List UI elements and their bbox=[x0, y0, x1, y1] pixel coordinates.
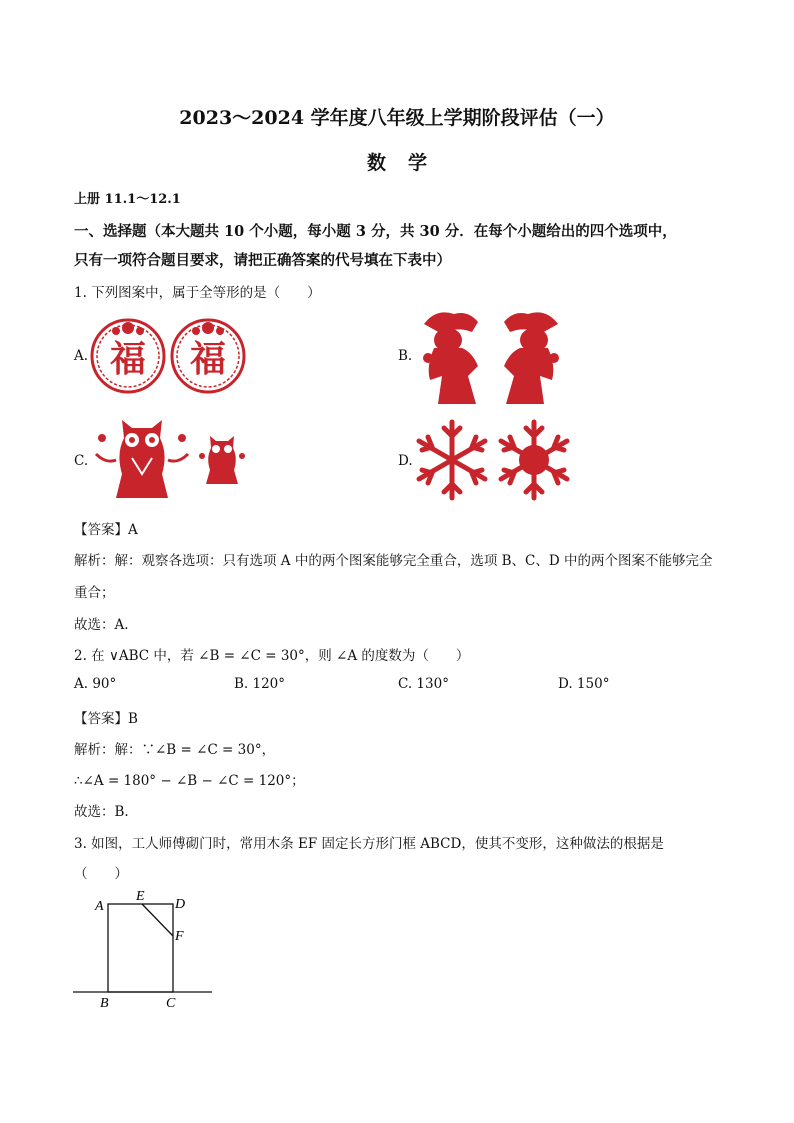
section-heading-line2: 只有一项符合题目要求，请把正确答案的代号填在下表中） bbox=[74, 252, 451, 269]
q3-stem-line2: （ ） bbox=[74, 866, 128, 882]
q3-stem-line1: 3. 如图，工人师傅砌门时，常用木条 EF 固定长方形门框 ABCD，使其不变形，这种做法的根据是 bbox=[74, 836, 664, 852]
opera-figure-papercut-right bbox=[504, 312, 559, 404]
opera-figure-papercut-left bbox=[423, 312, 478, 404]
snowflake-papercut-right bbox=[501, 422, 567, 498]
fu-character-left: 福 bbox=[109, 339, 147, 379]
owl-papercut-large bbox=[96, 420, 188, 498]
label-b: B bbox=[100, 996, 109, 1011]
q2-analysis-line1: 解析：解：∵∠B = ∠C = 30°， bbox=[74, 742, 276, 758]
q1-option-d-label: D. bbox=[398, 453, 413, 469]
q2-option-b: B. 120° bbox=[234, 676, 286, 692]
q1-conclusion: 故选：A. bbox=[74, 617, 129, 633]
q3-door-frame-figure bbox=[70, 886, 220, 1012]
label-e: E bbox=[136, 889, 145, 904]
q1-stem: 1. 下列图案中，属于全等形的是（ ） bbox=[74, 285, 321, 301]
q1-option-c-label: C. bbox=[74, 453, 89, 469]
label-a: A bbox=[95, 899, 104, 914]
q2-conclusion: 故选：B. bbox=[74, 804, 129, 820]
q1-analysis-line1: 解析：解：观察各选项：只有选项 A 中的两个图案能够完全重合，选项 B、C、D 中的两个图案不能够完全 bbox=[74, 553, 713, 569]
fu-papercut-right bbox=[172, 320, 244, 392]
q2-option-c: C. 130° bbox=[398, 676, 449, 692]
q1-option-b-label: B. bbox=[398, 348, 413, 364]
scope-label: 上册 11.1～12.1 bbox=[74, 192, 181, 207]
q1-option-b-figure bbox=[416, 306, 566, 406]
q1-option-a-label: A. bbox=[74, 348, 89, 364]
snowflake-papercut-left bbox=[419, 422, 485, 498]
q2-answer: 【答案】B bbox=[74, 711, 138, 727]
section-heading-line1: 一、选择题（本大题共 10 个小题，每小题 3 分，共 30 分．在每个小题给出的四个选项中， bbox=[74, 223, 677, 240]
label-d: D bbox=[175, 897, 186, 912]
fu-character-right: 福 bbox=[189, 339, 227, 379]
q1-option-a-figure bbox=[90, 316, 250, 396]
owl-papercut-small bbox=[199, 436, 245, 484]
q2-option-d: D. 150° bbox=[558, 676, 610, 692]
door-frame-rect bbox=[108, 904, 173, 992]
q2-option-a: A. 90° bbox=[74, 676, 117, 692]
subject-title: 数学 bbox=[366, 152, 449, 174]
q2-stem: 2. 在 ∨ABC 中，若 ∠B = ∠C = 30°，则 ∠A 的度数为（ ） bbox=[74, 648, 470, 664]
q1-option-c-figure bbox=[92, 414, 262, 506]
q1-analysis-line2: 重合； bbox=[74, 585, 115, 601]
q1-option-d-figure bbox=[416, 418, 572, 502]
q2-analysis-line2: ∴∠A = 180° − ∠B − ∠C = 120°； bbox=[74, 773, 305, 789]
label-f: F bbox=[175, 929, 184, 944]
q1-answer: 【答案】A bbox=[74, 522, 138, 538]
brace-ef bbox=[142, 904, 173, 936]
label-c: C bbox=[166, 996, 176, 1011]
fu-papercut-left bbox=[92, 320, 164, 392]
page-title: 2023～2024 学年度八年级上学期阶段评估（一） bbox=[179, 107, 615, 129]
